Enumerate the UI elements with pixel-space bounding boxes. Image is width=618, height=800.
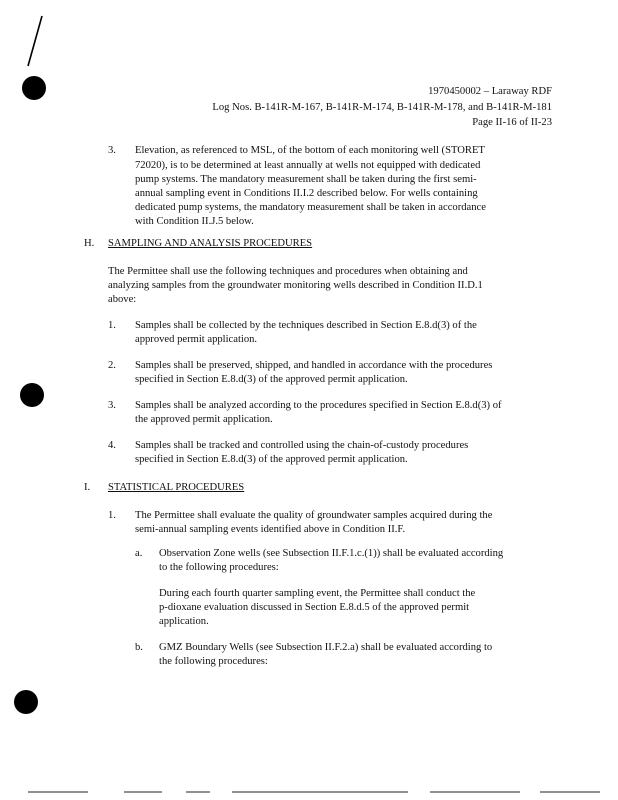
text-line: to the following procedures: xyxy=(159,562,279,573)
text-line: Samples shall be tracked and controlled using the chain-of-custody procedures xyxy=(135,440,469,451)
text-line: approved permit application. xyxy=(135,334,258,345)
text-line: with Condition II.J.5 below. xyxy=(135,216,254,227)
text-line: the following procedures: xyxy=(159,656,268,667)
section-title: SAMPLING AND ANALYSIS PROCEDURES xyxy=(108,238,313,249)
text-line: Elevation, as referenced to MSL, of the bottom of each monitoring well (STORET xyxy=(135,145,485,156)
footer-scan-lines xyxy=(0,786,618,800)
text-line: specified in Section E.8.d(3) of the approved permit application. xyxy=(135,454,408,465)
text-line: semi-annual sampling events identified above in Condition II.F. xyxy=(135,524,406,535)
punch-hole-top xyxy=(22,76,46,100)
item-number: 1. xyxy=(108,320,116,331)
intro-line: The Permittee shall use the following techniques and procedures when obtaining and xyxy=(108,266,468,277)
text-line: the approved permit application. xyxy=(135,414,273,425)
item-number: 3. xyxy=(108,145,116,156)
section-letter: H. xyxy=(84,238,95,249)
subitem-letter: a. xyxy=(135,548,143,559)
text-line: dedicated pump systems, the mandatory measurement shall be taken in accordance xyxy=(135,202,486,213)
text-line: application. xyxy=(159,616,209,627)
item-number: 1. xyxy=(108,510,116,521)
item-number: 3. xyxy=(108,400,116,411)
punch-hole-bottom xyxy=(14,690,38,714)
text-line: specified in Section E.8.d(3) of the approved permit application. xyxy=(135,374,408,385)
text-line: annual sampling event in Conditions II.I.2 described below. For wells containing xyxy=(135,188,478,199)
item-number: 4. xyxy=(108,440,116,451)
intro-line: analyzing samples from the groundwater monitoring wells described in Condition II.D.1 xyxy=(108,280,483,291)
text-line: pump systems. The mandatory measurement shall be taken during the first semi- xyxy=(135,174,477,185)
text-line: Observation Zone wells (see Subsection II.F.1.c.(1)) shall be evaluated according xyxy=(159,548,504,559)
text-line: The Permittee shall evaluate the quality of groundwater samples acquired during the xyxy=(135,510,493,521)
text-line: Samples shall be collected by the techniques described in Section E.8.d(3) of the xyxy=(135,320,477,331)
header-page-number: Page II-16 of II-23 xyxy=(472,117,552,128)
header-permit-line: 1970450002 – Laraway RDF xyxy=(428,86,552,97)
section-title: STATISTICAL PROCEDURES xyxy=(108,482,245,493)
text-line: p-dioxane evaluation discussed in Section E.8.d.5 of the approved permit xyxy=(159,602,470,613)
text-line: 72020), is to be determined at least annually at wells not equipped with dedicated xyxy=(135,160,481,171)
intro-line: above: xyxy=(108,294,137,305)
text-line: GMZ Boundary Wells (see Subsection II.F.2.a) shall be evaluated according to xyxy=(159,642,493,653)
text-line: During each fourth quarter sampling event, the Permittee shall conduct the xyxy=(159,588,476,599)
scan-slash-mark xyxy=(18,12,48,72)
punch-hole-middle xyxy=(20,383,44,407)
text-line: Samples shall be preserved, shipped, and handled in accordance with the procedures xyxy=(135,360,493,371)
section-letter: I. xyxy=(84,482,91,493)
subitem-letter: b. xyxy=(135,642,143,653)
text-line: Samples shall be analyzed according to the procedures specified in Section E.8.d(3) of xyxy=(135,400,502,411)
item-number: 2. xyxy=(108,360,116,371)
header-log-numbers: Log Nos. B-141R-M-167, B-141R-M-174, B-141R-M-178, and B-141R-M-181 xyxy=(212,102,552,113)
